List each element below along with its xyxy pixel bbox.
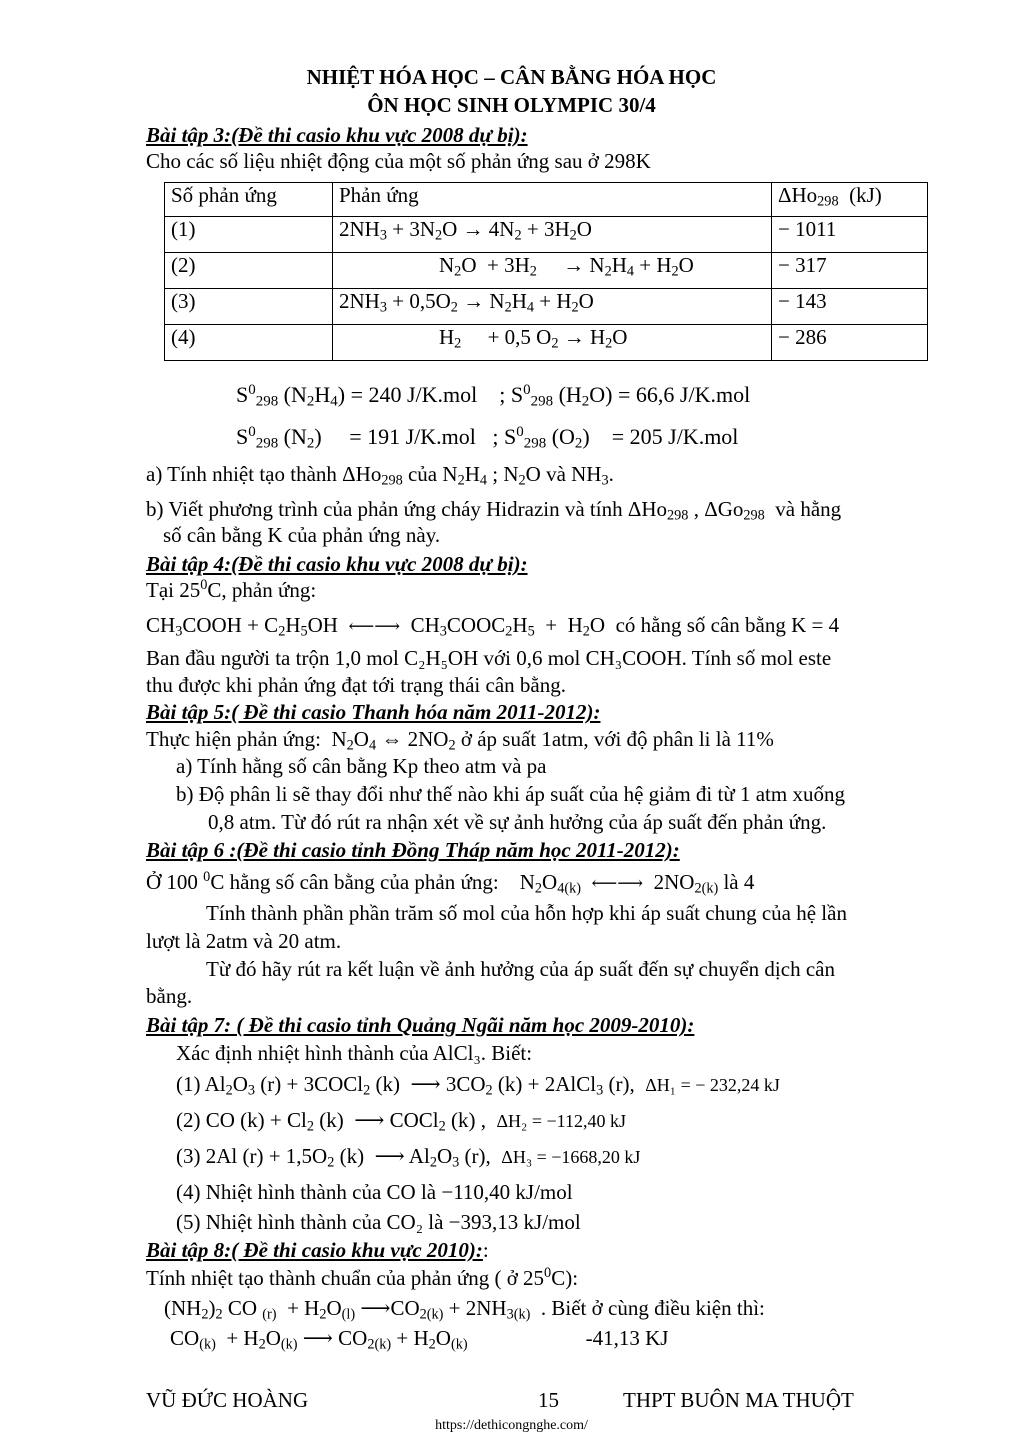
table-row: (4) $H_2$ + 0,5 $O_2 \to H_2O$ − 286 [165, 325, 928, 361]
bt5-line-1: Thực hiện phản ứng: $N_2O_4$ ⇔ $2NO_2$ ở áp suất 1atm, với độ phân li là 11% [146, 727, 774, 754]
table-header-enthalpy: ΔHo$_{298}$ (kJ) [772, 183, 928, 217]
table-header-number: Số phản ứng [165, 183, 333, 217]
doc-subtitle: ÔN HỌC SINH OLYMPIC 30/4 [367, 93, 656, 117]
bt8-equation-2: $CO_{(k)} + H_2O_{(k)}$ ⟶ $CO_{2(k)} + H_2O_{(k)}$ -41,13 KJ [170, 1326, 669, 1353]
bt5-item-b: b) Độ phân li sẽ thay đổi như thế nào khi áp suất của hệ giảm đi từ 1 atm xuống [176, 782, 845, 806]
entropy-line-2: $S^0_{298}$ $(N_2)$ = 191 J/K.mol ; $S^0_{298}$ $(O_2)$ = 205 J/K.mol [236, 423, 739, 452]
bt4-heading: Bài tập 4:(Đề thi casio khu vực 2008 dự bị): [146, 552, 528, 576]
bt3-intro: Cho các số liệu nhiệt động của một số phản ứng sau ở 298K [146, 149, 651, 173]
bt3-question-b-cont: số cân bằng K của phản ứng này. [163, 523, 441, 547]
bt7-reaction-3: (3) 2Al $(r) + 1,5O_2$ (k) ⟶ $Al_2O_3$ (r), ΔH₃ = −1668,20 kJ [176, 1144, 641, 1171]
footer-author: VŨ ĐỨC HOÀNG [146, 1388, 309, 1412]
bt7-reaction-1: (1) $Al_2O_3$ (r) + 3COCl$_2$ (k) ⟶ $3CO_2$ (k) + 2AlCl$_3$ (r), ΔH₁ = − 232,24 kJ [176, 1072, 780, 1099]
bt3-question-b: b) Viết phương trình của phản ứng cháy Hidrazin và tính ΔHo$_{298}$ , ΔGo$_{298}$ và hằng [146, 497, 842, 524]
bt7-item-4: (4) Nhiệt hình thành của CO là −110,40 kJ/mol [176, 1180, 573, 1204]
bt6-para-1: Tính thành phần phần trăm số mol của hỗn hợp khi áp suất chung của hệ lần [206, 901, 847, 925]
bt6-heading: Bài tập 6 :(Đề thi casio tỉnh Đồng Tháp năm học 2011-2012): [146, 838, 680, 862]
bt5-item-a: a) Tính hằng số cân bằng Kp theo atm và pa [176, 754, 547, 778]
bt3-question-a: a) Tính nhiệt tạo thành ΔHo$_{298}$ của $N_2H_4$ ; $N_2O$ và $NH_3$. [146, 462, 614, 489]
bt6-para-2: Từ đó hãy rút ra kết luận về ảnh hưởng của áp suất đến sự chuyển dịch cân [206, 957, 835, 981]
footer-url[interactable]: https://dethicongnghe.com/ [435, 1418, 588, 1433]
entropy-line-1: $S^0_{298}$ $(N_2H_4) = 240$ J/K.mol ; $S^0_{298}$ $(H_2O) = 66,6$ J/K.mol [236, 381, 751, 410]
footer-school: THPT BUÔN MA THUỘT [623, 1388, 854, 1412]
bt8-line-1: Tính nhiệt tạo thành chuẩn của phản ứng ( ở $25^0C$): [146, 1265, 579, 1290]
bt8-heading: Bài tập 8:( Đề thi casio khu vực 2010):: [146, 1238, 489, 1262]
footer-page-number: 15 [538, 1388, 559, 1412]
bt4-line-4: thu được khi phản ứng đạt tới trạng thái cân bằng. [146, 673, 566, 697]
bt4-line-1: Tại $25^0C$, phản ứng: [146, 577, 317, 602]
bt3-heading: Bài tập 3:(Đề thi casio khu vực 2008 dự bị): [146, 123, 528, 147]
bt4-line-3: Ban đầu người ta trộn 1,0 mol C₂H₅OH với 0,6 mol CH₃COOH. Tính số mol este [146, 646, 832, 670]
table-row: (1) $2NH_3 + 3N_2O \to 4N_2 + 3H_2O$ − 1011 [165, 217, 928, 253]
bt7-heading: Bài tập 7: ( Đề thi casio tỉnh Quảng Ngãi năm học 2009-2010): [146, 1013, 695, 1037]
bt7-intro: Xác định nhiệt hình thành của AlCl₃. Biết: [176, 1041, 533, 1065]
table-row: (2) $N_2O + 3H_2$ → $N_2H_4 + H_2O$ − 317 [165, 253, 928, 289]
doc-title: NHIỆT HÓA HỌC – CÂN BẰNG HÓA HỌC [306, 65, 717, 89]
bt6-line-1: Ở 100 $^0$C hằng số cân bằng của phản ứng: $N_2O_{4(k)}$ ⟵⟶ $2NO_{2(k)}$ là 4 [146, 869, 755, 897]
bt7-reaction-2: (2) CO $(k) + Cl_2$ (k) ⟶ COCl$_2$ (k) , ΔH₂ = −112,40 kJ [176, 1108, 626, 1135]
bt5-item-b-cont: 0,8 atm. Từ đó rút ra nhận xét về sự ảnh hưởng của áp suất đến phản ứng. [208, 810, 827, 834]
reaction-table [164, 182, 928, 361]
bt4-equation: $CH_3COOH + C_2H_5OH$ ⟵⟶ $CH_3COOC_2H_5 + H_2O$ có hằng số cân bằng K = 4 [146, 613, 840, 640]
table-row: (3) $2NH_3 + 0,5O_2 \to N_2H_4 + H_2O$ − 143 [165, 289, 928, 325]
bt5-heading: Bài tập 5:( Đề thi casio Thanh hóa năm 2011-2012): [146, 700, 601, 724]
bt6-para-1-cont: lượt là 2atm và 20 atm. [146, 929, 342, 953]
bt8-equation-1: $(NH_2)_2$ CO $_{(r)} + H_2O_{(l)}$ $⟶CO_{2(k)} + 2NH_{3(k)}$ . Biết ở cùng điều kiện thì: [164, 1296, 765, 1323]
bt6-para-2-cont: bằng. [146, 984, 193, 1008]
bt7-item-5: (5) Nhiệt hình thành của CO₂ là −393,13 kJ/mol [176, 1210, 581, 1234]
table-header-reaction: Phản ứng [333, 183, 772, 217]
